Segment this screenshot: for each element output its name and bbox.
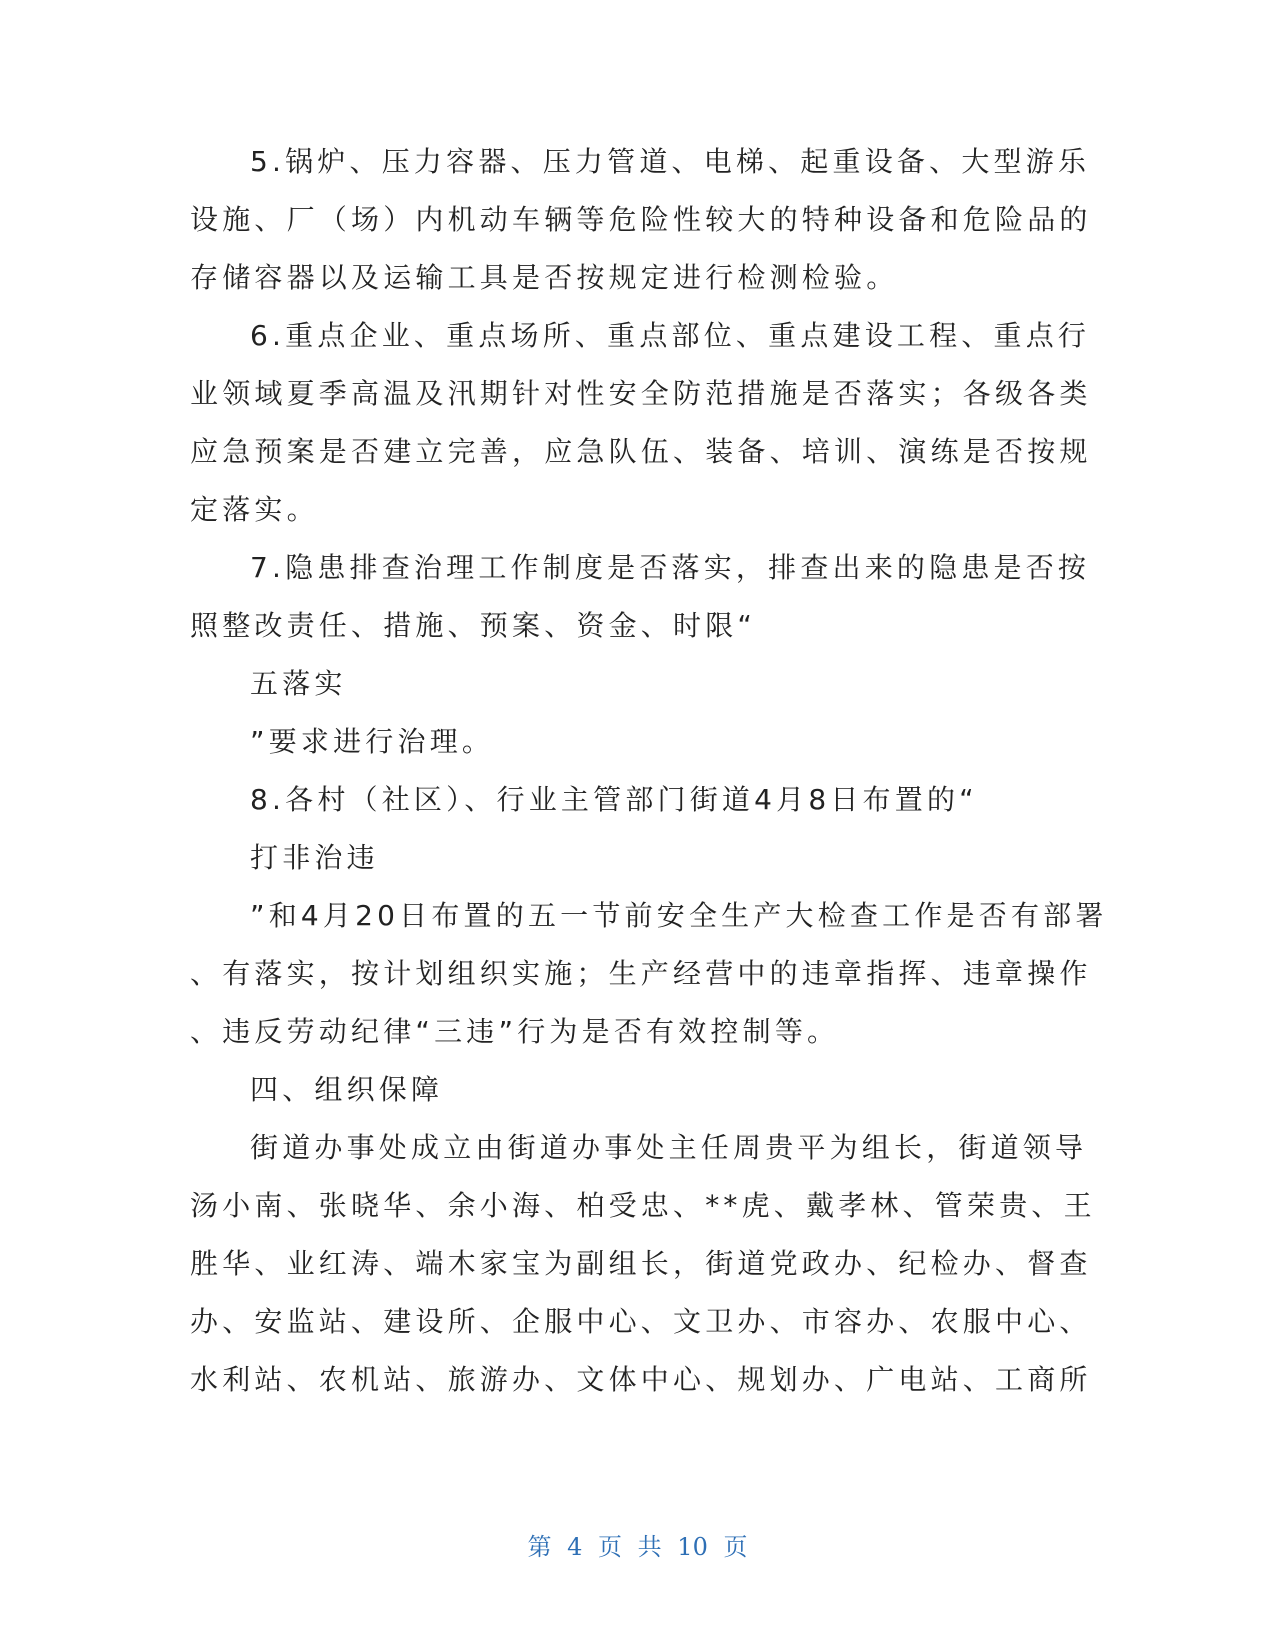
- paragraph-line: 存储容器以及运输工具是否按规定进行检测检验。: [190, 261, 899, 294]
- paragraph-line: 7.隐患排查治理工作制度是否落实，排查出来的隐患是否按: [250, 551, 1091, 584]
- paragraph-line: 5.锅炉、压力容器、压力管道、电梯、起重设备、大型游乐: [250, 145, 1091, 178]
- paragraph-line: ”和4月20日布置的五一节前安全生产大检查工作是否有部署: [250, 899, 1108, 932]
- paragraph-line: 设施、厂（场）内机动车辆等危险性较大的特种设备和危险品的: [190, 203, 1092, 236]
- paragraph-line: ”要求进行治理。: [250, 725, 495, 758]
- paragraph-line: 胜华、业红涛、端木家宝为副组长，街道党政办、纪检办、督查: [190, 1247, 1092, 1280]
- paragraph-line: 定落实。: [190, 493, 319, 526]
- paragraph-line: 业领域夏季高温及汛期针对性安全防范措施是否落实；各级各类: [190, 377, 1092, 410]
- page-number-footer: 第 4 页 共 10 页: [527, 1533, 748, 1561]
- paragraph-line: 打非治违: [250, 841, 379, 874]
- paragraph-line: 、违反劳动纪律“三违”行为是否有效控制等。: [190, 1015, 840, 1048]
- paragraph-line: 照整改责任、措施、预案、资金、时限“: [190, 609, 757, 642]
- paragraph-line: 8.各村（社区）、行业主管部门街道4月8日布置的“: [250, 783, 978, 816]
- paragraph-line: 6.重点企业、重点场所、重点部位、重点建设工程、重点行: [250, 319, 1091, 352]
- paragraph-line: 办、安监站、建设所、企服中心、文卫办、市容办、农服中心、: [190, 1305, 1092, 1338]
- paragraph-line: 、有落实，按计划组织实施；生产经营中的违章指挥、违章操作: [190, 957, 1092, 990]
- paragraph-line: 汤小南、张晓华、余小海、柏受忠、**虎、戴孝林、管荣贵、王: [190, 1189, 1096, 1222]
- paragraph-line: 应急预案是否建立完善，应急队伍、装备、培训、演练是否按规: [190, 435, 1092, 468]
- paragraph-line: 街道办事处成立由街道办事处主任周贵平为组长，街道领导: [250, 1131, 1088, 1164]
- paragraph-line: 五落实: [250, 667, 347, 700]
- section-heading: 四、组织保障: [250, 1073, 444, 1106]
- paragraph-line: 水利站、农机站、旅游办、文体中心、规划办、广电站、工商所: [190, 1363, 1092, 1396]
